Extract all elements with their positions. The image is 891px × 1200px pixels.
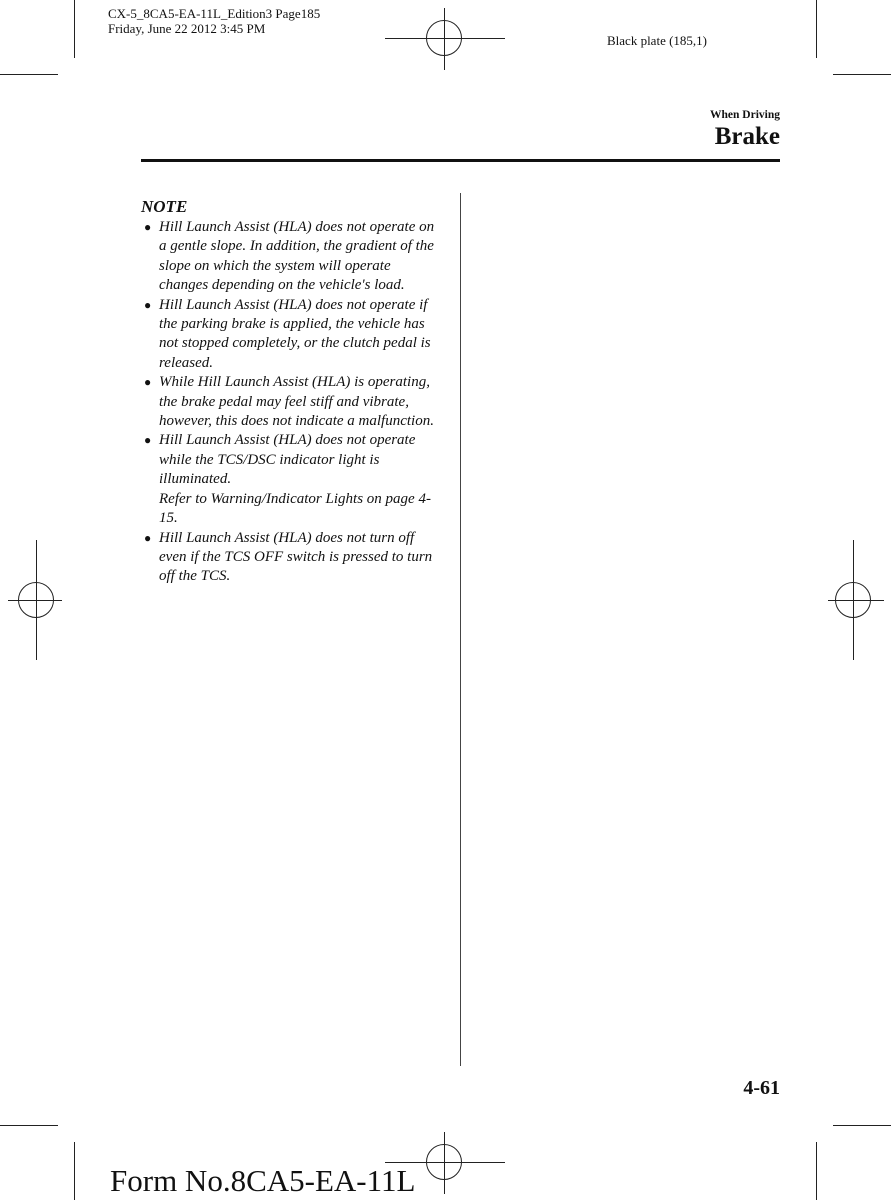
- note-list: [141, 218, 441, 587]
- note-item-text: While Hill Launch Assist (HLA) is operating, the brake pedal may feel stiff and vibrate, however, this does not indicate a malfunction.: [159, 374, 434, 430]
- note-item: [141, 296, 441, 374]
- note-item-reference: Refer to Warning/Indicator Lights on page 4-15.: [159, 490, 431, 527]
- note-item: [141, 431, 441, 528]
- section-title: Brake: [714, 123, 780, 150]
- bullet-icon: ●: [144, 433, 152, 448]
- note-item-text: Hill Launch Assist (HLA) does not turn off even if the TCS OFF switch is pressed to turn off the TCS.: [159, 529, 433, 585]
- note-item-text: Hill Launch Assist (HLA) does not operate if the parking brake is applied, the vehicle has not stopped completely, or the clutch pedal is released.: [159, 296, 431, 371]
- note-item-text: Hill Launch Assist (HLA) does not operate while the TCS/DSC indicator light is illuminated.: [159, 432, 416, 488]
- bullet-icon: ●: [144, 530, 152, 545]
- note-item: [141, 529, 441, 587]
- section-subtitle: When Driving: [710, 109, 780, 121]
- page-number: 4-61: [743, 1077, 780, 1099]
- form-number: Form No.8CA5-EA-11L: [110, 1163, 416, 1198]
- bullet-icon: ●: [144, 220, 152, 234]
- section-header: [710, 109, 780, 151]
- note-title: NOTE: [141, 197, 188, 216]
- bullet-icon: ●: [144, 297, 152, 312]
- note-item-text: Hill Launch Assist (HLA) does not operate on a gentle slope. In addition, the gradient of the slope on which the system will operate changes depending on the vehicle's load.: [159, 219, 435, 294]
- note-box: [141, 197, 441, 587]
- header-rule: [141, 159, 780, 162]
- note-item: [141, 373, 441, 431]
- column-divider: [460, 193, 461, 1066]
- print-info: [108, 6, 320, 36]
- print-info-date: Friday, June 22 2012 3:45 PM: [108, 21, 266, 36]
- bullet-icon: ●: [144, 375, 152, 390]
- print-info-file: CX-5_8CA5-EA-11L_Edition3 Page185: [108, 6, 321, 21]
- plate-info: Black plate (185,1): [607, 33, 707, 48]
- note-item: [141, 218, 441, 296]
